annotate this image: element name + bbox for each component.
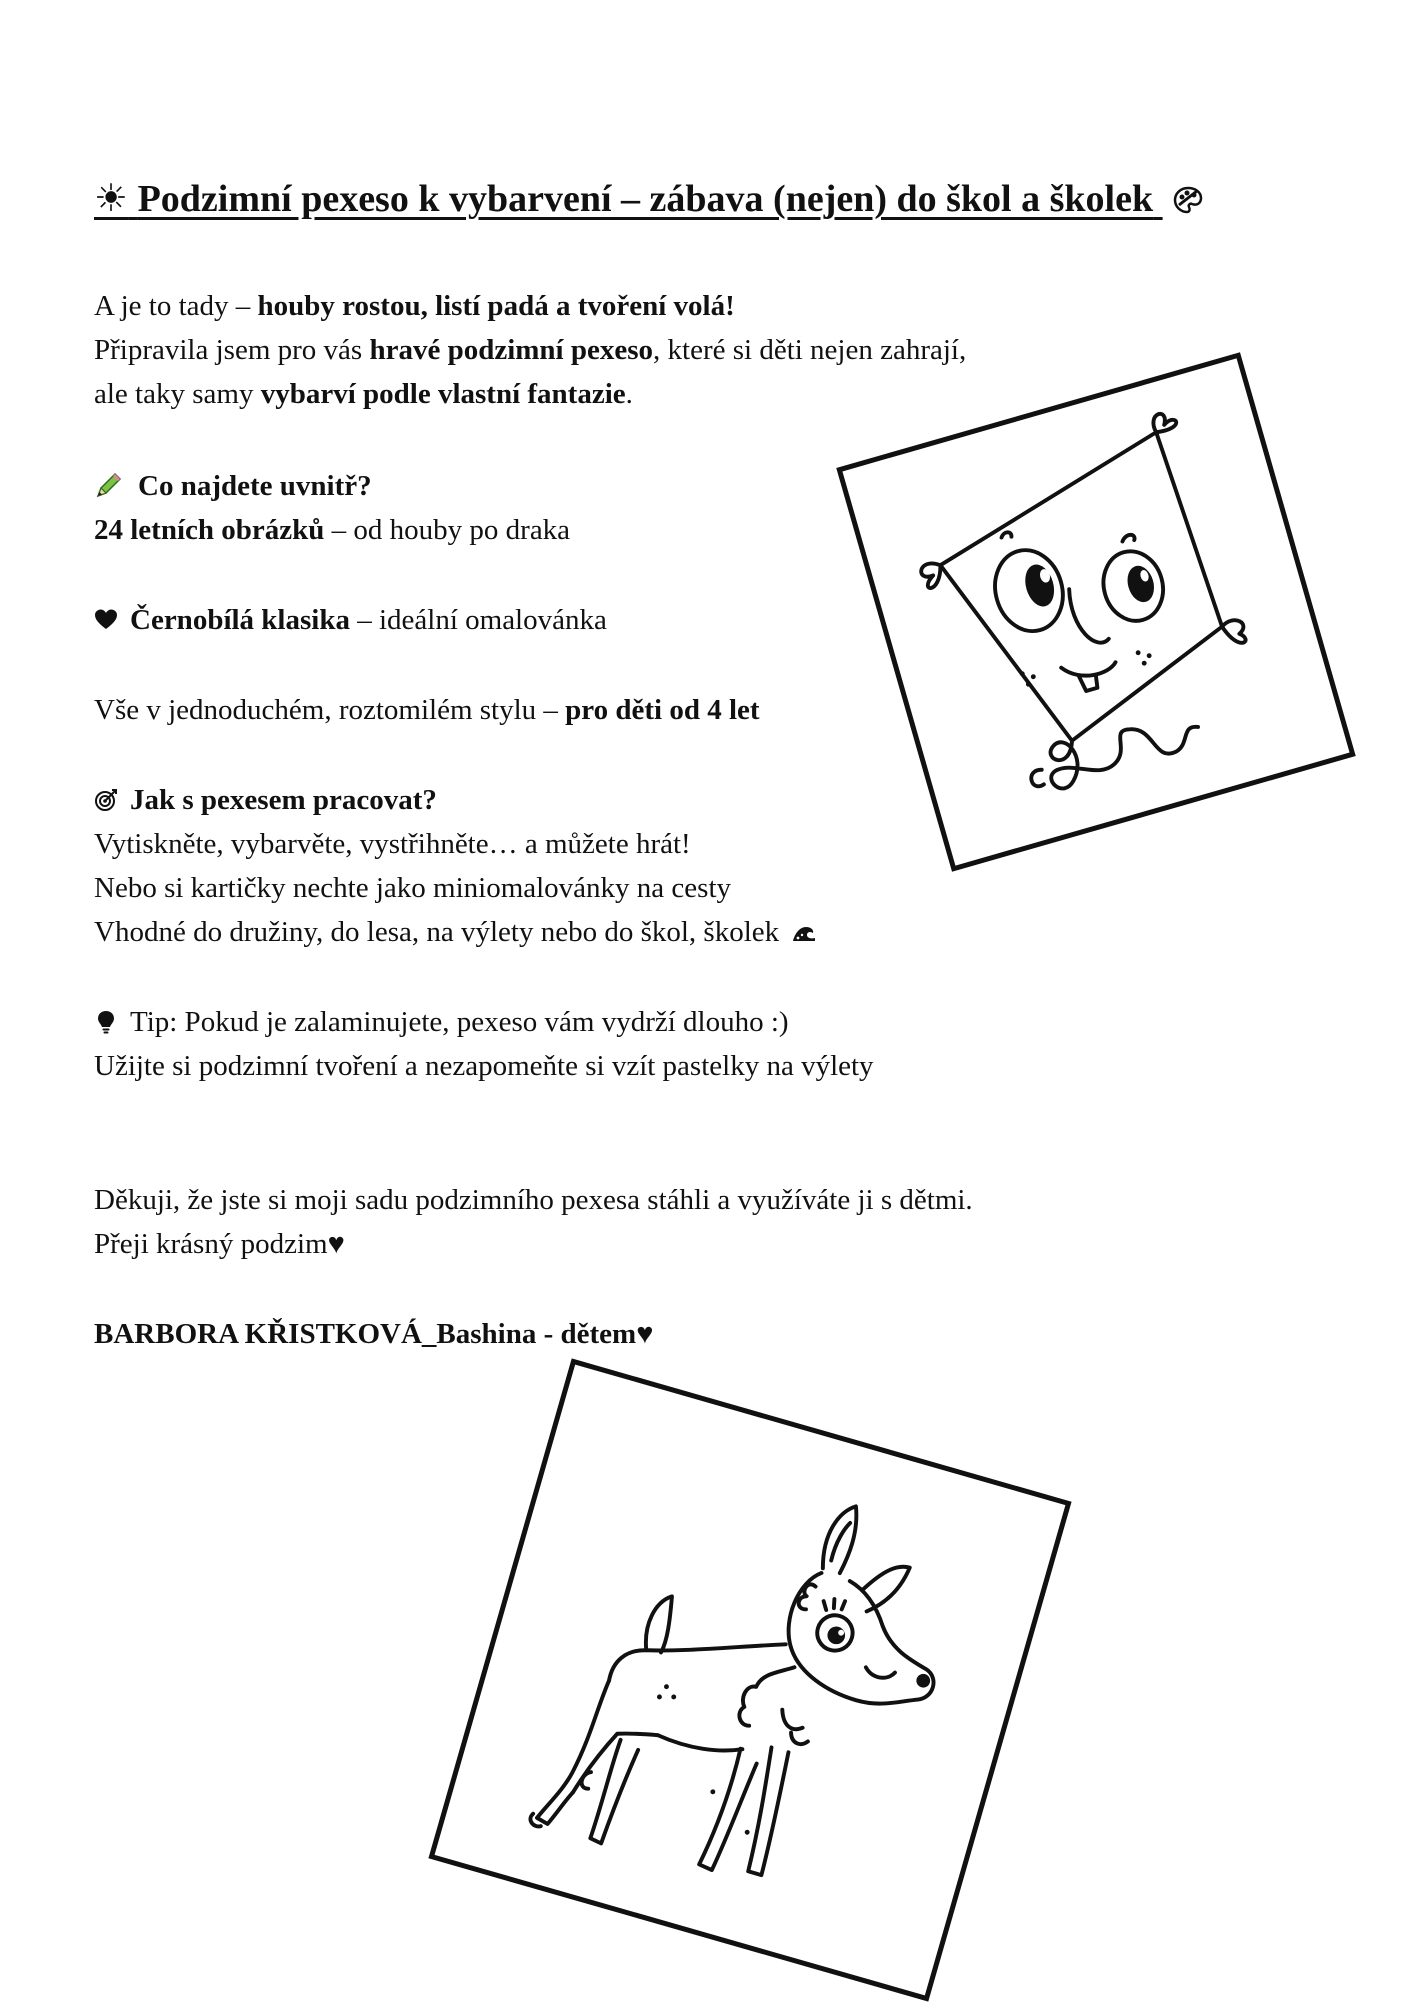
title-text: Podzimní pexeso k vybarvení – zábava (nejen) do škol a školek xyxy=(137,178,1154,220)
intro-line-2: Připravila jsem pro vás hravé podzimní pexeso, které si děti nejen zahrají, xyxy=(94,334,967,366)
intro-line-1: A je to tady – houby rostou, listí padá a tvoření volá! xyxy=(94,290,735,322)
intro-line-3: ale taky samy vybarví podle vlastní fantazie. xyxy=(94,378,633,410)
target-icon xyxy=(94,788,118,812)
inside-line-1: 24 letních obrázků – od houby po draka xyxy=(94,514,571,546)
classic-line: Černobílá klasika – ideální omalovánka xyxy=(94,598,607,642)
deer-illustration xyxy=(435,1365,1066,1996)
tip-line-2: Užijte si podzimní tvoření a nezapomeňte si vzít pastelky na výlety xyxy=(94,1050,874,1082)
thanks-line-2: Přeji krásný podzim♥ xyxy=(94,1228,345,1260)
kite-card xyxy=(836,352,1355,871)
page-title xyxy=(94,176,1354,221)
howto-line-1: Vytiskněte, vybarvěte, vystřihněte… a můžete hrát! xyxy=(94,828,691,860)
pencil-icon xyxy=(94,470,124,500)
signature: BARBORA KŘISTKOVÁ_Bashina - dětem♥ xyxy=(94,1318,654,1350)
howto-heading: Jak s pexesem pracovat? xyxy=(94,778,437,822)
howto-line-3: Vhodné do družiny, do lesa, na výlety nebo do škol, školek xyxy=(94,910,816,954)
heart-icon xyxy=(94,608,118,632)
thanks-line-1: Děkuji, že jste si moji sadu podzimního pexesa stáhli a využíváte ji s dětmi. xyxy=(94,1184,973,1216)
deer-card xyxy=(428,1358,1071,2001)
tip-line-1: Tip: Pokud je zalaminujete, pexeso vám vydrží dlouho :) xyxy=(94,1000,789,1044)
sun-icon: ☀ xyxy=(94,178,129,220)
inside-heading: Co najdete uvnitř? xyxy=(94,464,372,508)
wave-icon xyxy=(792,920,816,944)
lightbulb-icon xyxy=(94,1010,118,1034)
palette-icon xyxy=(1173,185,1203,215)
howto-line-2: Nebo si kartičky nechte jako miniomalovánky na cesty xyxy=(94,872,732,904)
style-line: Vše v jednoduchém, roztomilém stylu – pro děti od 4 let xyxy=(94,694,760,726)
kite-illustration xyxy=(842,358,1349,865)
